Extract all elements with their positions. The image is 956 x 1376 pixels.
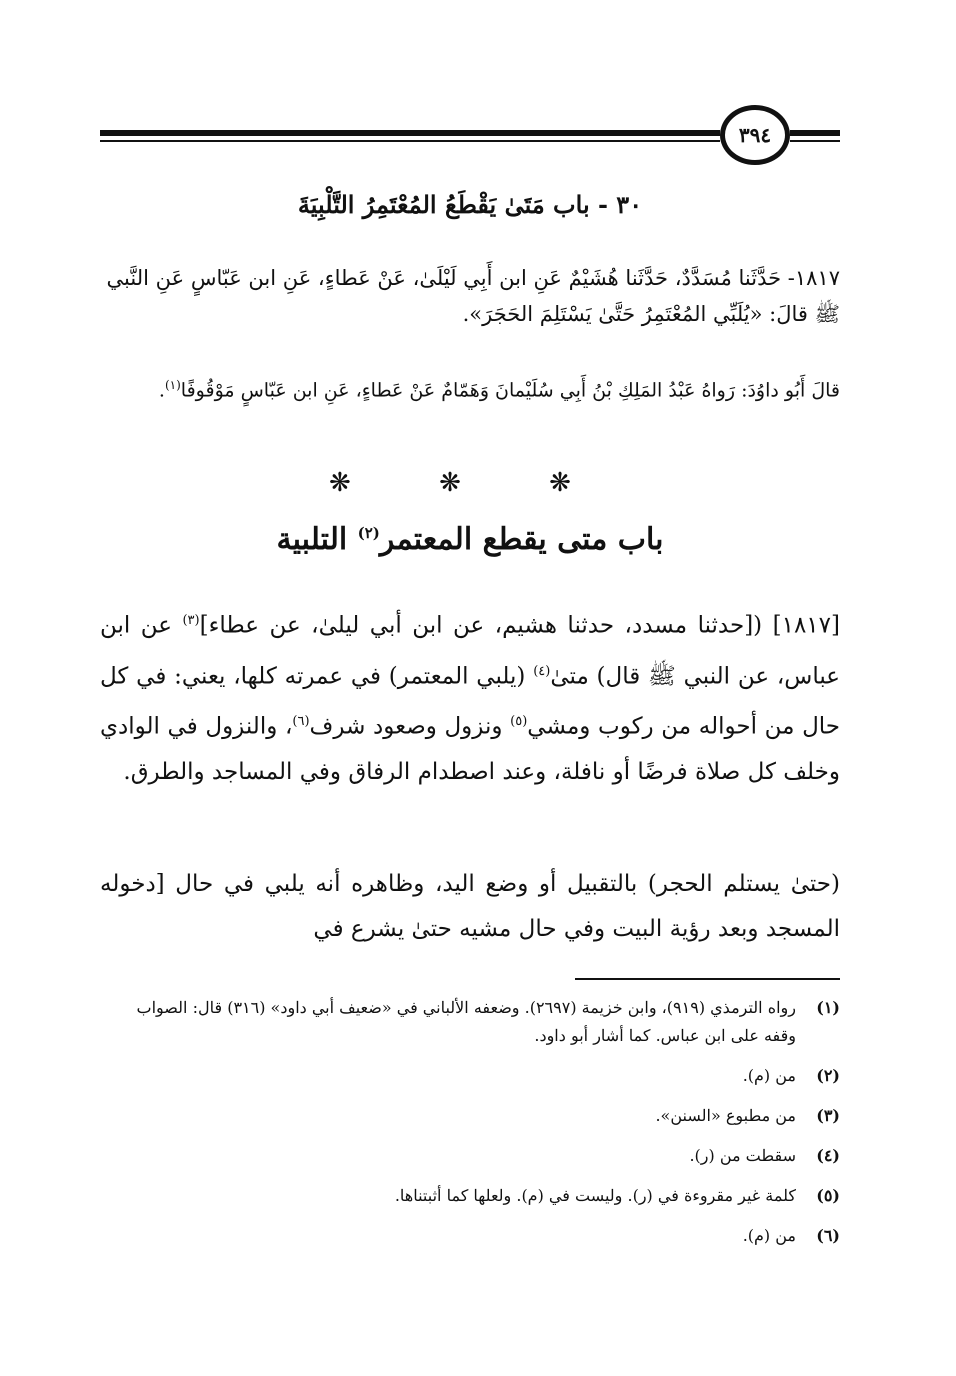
footnote-number: (٥): [816, 1186, 840, 1205]
header-rule-thin: [100, 140, 720, 142]
header-rule: [100, 130, 720, 136]
footnote-text: من (م).: [742, 1066, 796, 1085]
page-header: [100, 100, 840, 180]
footnote-mark: (٣): [182, 613, 200, 628]
hadith-note: [100, 368, 840, 407]
footnote-number: (٦): [816, 1226, 840, 1245]
section-divider: ❋ ❋ ❋: [329, 468, 611, 498]
commentary-title-a: باب متى يقطع المعتمر: [379, 522, 664, 557]
footnote-number: (٣): [816, 1106, 840, 1125]
commentary-text: ، والنزول في الوادي وخلف كل صلاة فرضًا أو نافلة، وعند اصطدام الرفاق وفي المساجد والطرق.: [100, 713, 840, 785]
commentary-title-b: التلبية: [276, 522, 358, 557]
footnote-number: (١): [816, 998, 840, 1017]
hadith-text: ١٨١٧- حَدَّثَنا مُسَدَّدٌ، حَدَّثَنا هُشَيْمٌ عَنِ ابن أَبِي لَيْلَىٰ، عَنْ عَطاءٍ، عَنِ ابن عَبّاسٍ عَنِ النَّبي ﷺ قالَ: «يُلَبِّي المُعْتَمِرُ حَتَّىٰ يَسْتَلِمَ الحَجَرَ».: [106, 266, 840, 326]
footnote: [100, 1142, 840, 1170]
hadith-note-text: قالَ أَبُو داوُدَ: رَواهُ عَبْدُ المَلِكِ بْنُ أَبِي سُلَيْمانَ وَهَمّامٌ عَنْ عَطاءٍ، عَنِ ابن عَبّاسٍ مَوْقُوفًا: [180, 379, 840, 402]
section-title: ٣٠ - باب مَتَىٰ يَقْطَعُ المُعْتَمِرُ التَّلْبِيَةَ: [297, 190, 643, 219]
footnote-mark: (٥): [510, 714, 528, 730]
footnote: [100, 994, 840, 1050]
footnote-text: من (م).: [742, 1226, 796, 1245]
footnote-mark: (٢): [357, 524, 380, 542]
commentary-text: (يلبي المعتمر) في عمرته كلها، يعني: في كل حال من أحواله من ركوب ومشي: [100, 663, 841, 740]
commentary-paragraph-2: (حتىٰ يستلم الحجر) بالتقبيل أو وضع اليد، وظاهره أنه يلبي في حال [دخوله المسجد وبعد رؤية البيت وفي حال مشيه حتىٰ يشرع في: [100, 871, 840, 942]
header-rule-right: [790, 130, 840, 136]
commentary-text: عن ابن عباس، عن النبي ﷺ قال) متىٰ: [100, 612, 841, 690]
footnote: [100, 1182, 840, 1210]
hadith-note-end: .: [158, 379, 165, 402]
commentary-text: [١٨١٧] ([حدثنا مسدد، حدثنا هشيم، عن ابن أبي ليلىٰ، عن عطاء]: [199, 612, 840, 639]
footnotes: [100, 994, 840, 1262]
commentary-title: [100, 522, 840, 557]
footnote-mark: (٦): [292, 714, 310, 730]
footnote-text: رواه الترمذي (٩١٩)، وابن خزيمة (٢٦٩٧). وضعفه الألباني في «ضعيف أبي داود» (٣١٦) قال: الصواب وقفه على ابن عباس. كما أشار أبو داود.: [136, 998, 796, 1045]
footnote-text: من مطبوع «السنن».: [655, 1106, 796, 1125]
footnote: [100, 1222, 840, 1250]
footnote-separator: [575, 978, 840, 980]
footnote-mark: (١): [164, 378, 181, 392]
footnote-text: كلمة غير مقروءة في (ر). وليست في (م). ولعلها كما أثبتناها.: [394, 1186, 796, 1205]
header-rule-right-thin: [790, 140, 840, 142]
footnote-text: سقطت من (ر).: [689, 1146, 796, 1165]
footnote-number: (٢): [816, 1066, 840, 1085]
commentary-text: ونزول وصعود شرف: [309, 713, 511, 740]
commentary-paragraph-1: [100, 598, 840, 795]
footnote: [100, 1062, 840, 1090]
footnote-mark: (٤): [533, 663, 551, 679]
page-number: ٣٩٤: [720, 105, 790, 165]
footnote-number: (٤): [816, 1146, 840, 1165]
footnote: [100, 1102, 840, 1130]
